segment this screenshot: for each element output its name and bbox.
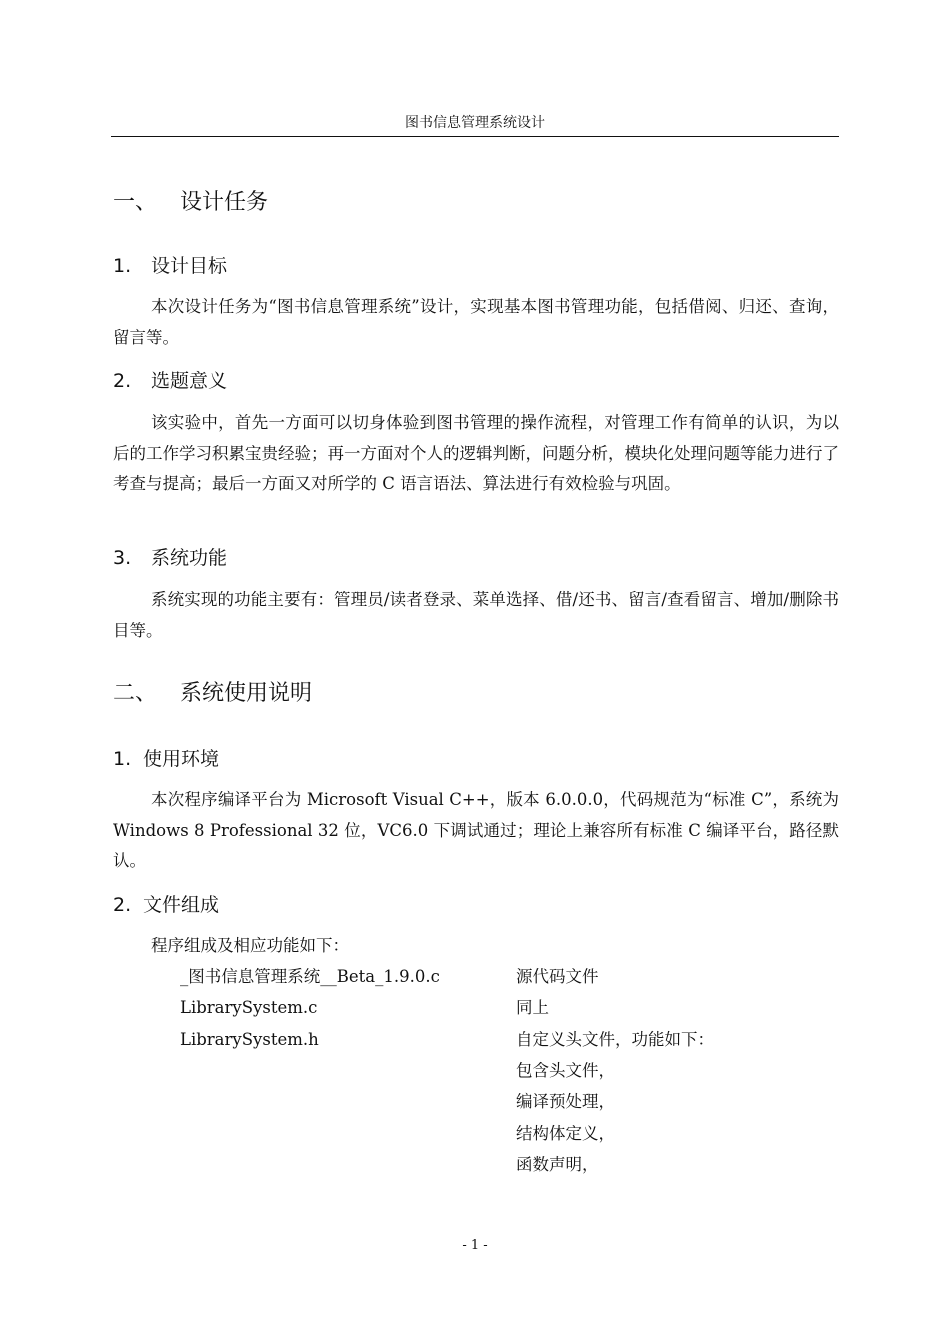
subsection-heading-topic-significance <box>113 368 227 394</box>
paragraph-system-functions: 系统实现的功能主要有：管理员/读者登录、菜单选择、借/还书、留言/查看留言、增加/删除书目等。 <box>113 590 839 640</box>
file-description: 同上 <box>516 998 549 1017</box>
subsection-title: 选题意义 <box>151 370 228 392</box>
section-heading-design-task <box>113 188 268 218</box>
subsection-title: 设计目标 <box>151 255 228 277</box>
paragraph-environment: 本次程序编译平台为 Microsoft Visual C++，版本 6.0.0.0，代码规范为“标准 C”，系统为 Windows 8 Professional 32 位，VC6.0 下调试通过；理论上兼容所有标准 C 编译平台，路径默认。 <box>113 790 839 870</box>
subsection-heading-environment <box>113 746 219 772</box>
subsection-heading-file-composition <box>113 892 219 918</box>
subsection-title: 使用环境 <box>143 748 220 770</box>
file-description: 源代码文件 <box>516 967 599 986</box>
subsection-number: 1. <box>113 748 132 770</box>
subsection-number: 1. <box>113 255 132 277</box>
subsection-number: 3. <box>113 547 132 569</box>
file-name: LibrarySystem.c <box>180 998 318 1017</box>
file-description: 结构体定义， <box>516 1124 615 1143</box>
file-description: 编译预处理， <box>516 1092 615 1111</box>
header-divider <box>111 136 839 137</box>
section-number: 一、 <box>113 190 158 215</box>
section-title: 设计任务 <box>180 190 269 215</box>
file-list-intro: 程序组成及相应功能如下： <box>151 936 349 955</box>
subsection-title: 文件组成 <box>143 894 220 916</box>
file-name: _图书信息管理系统__Beta_1.9.0.c <box>180 967 440 986</box>
subsection-number: 2. <box>113 894 132 916</box>
subsection-heading-system-functions <box>113 545 227 571</box>
page-header-title: 图书信息管理系统设计 <box>405 115 545 131</box>
subsection-title: 系统功能 <box>151 547 228 569</box>
page-number: - 1 - <box>462 1238 488 1253</box>
section-title: 系统使用说明 <box>180 681 313 706</box>
section-heading-usage-instructions <box>113 679 312 709</box>
file-description: 包含头文件， <box>516 1061 615 1080</box>
subsection-heading-design-goal <box>113 253 227 279</box>
paragraph-design-goal: 本次设计任务为“图书信息管理系统”设计，实现基本图书管理功能，包括借阅、归还、查询，留言等。 <box>113 297 839 347</box>
subsection-number: 2. <box>113 370 132 392</box>
file-description: 函数声明， <box>516 1155 599 1174</box>
paragraph-topic-significance: 该实验中，首先一方面可以切身体验到图书管理的操作流程，对管理工作有简单的认识，为以后的工作学习积累宝贵经验；再一方面对个人的逻辑判断，问题分析，模块化处理问题等能力进行了考查与提高；最后一方面又对所学的 C 语言语法、算法进行有效检验与巩固。 <box>113 413 839 493</box>
section-number: 二、 <box>113 681 158 706</box>
file-description: 自定义头文件，功能如下： <box>516 1030 714 1049</box>
file-name: LibrarySystem.h <box>180 1030 319 1049</box>
